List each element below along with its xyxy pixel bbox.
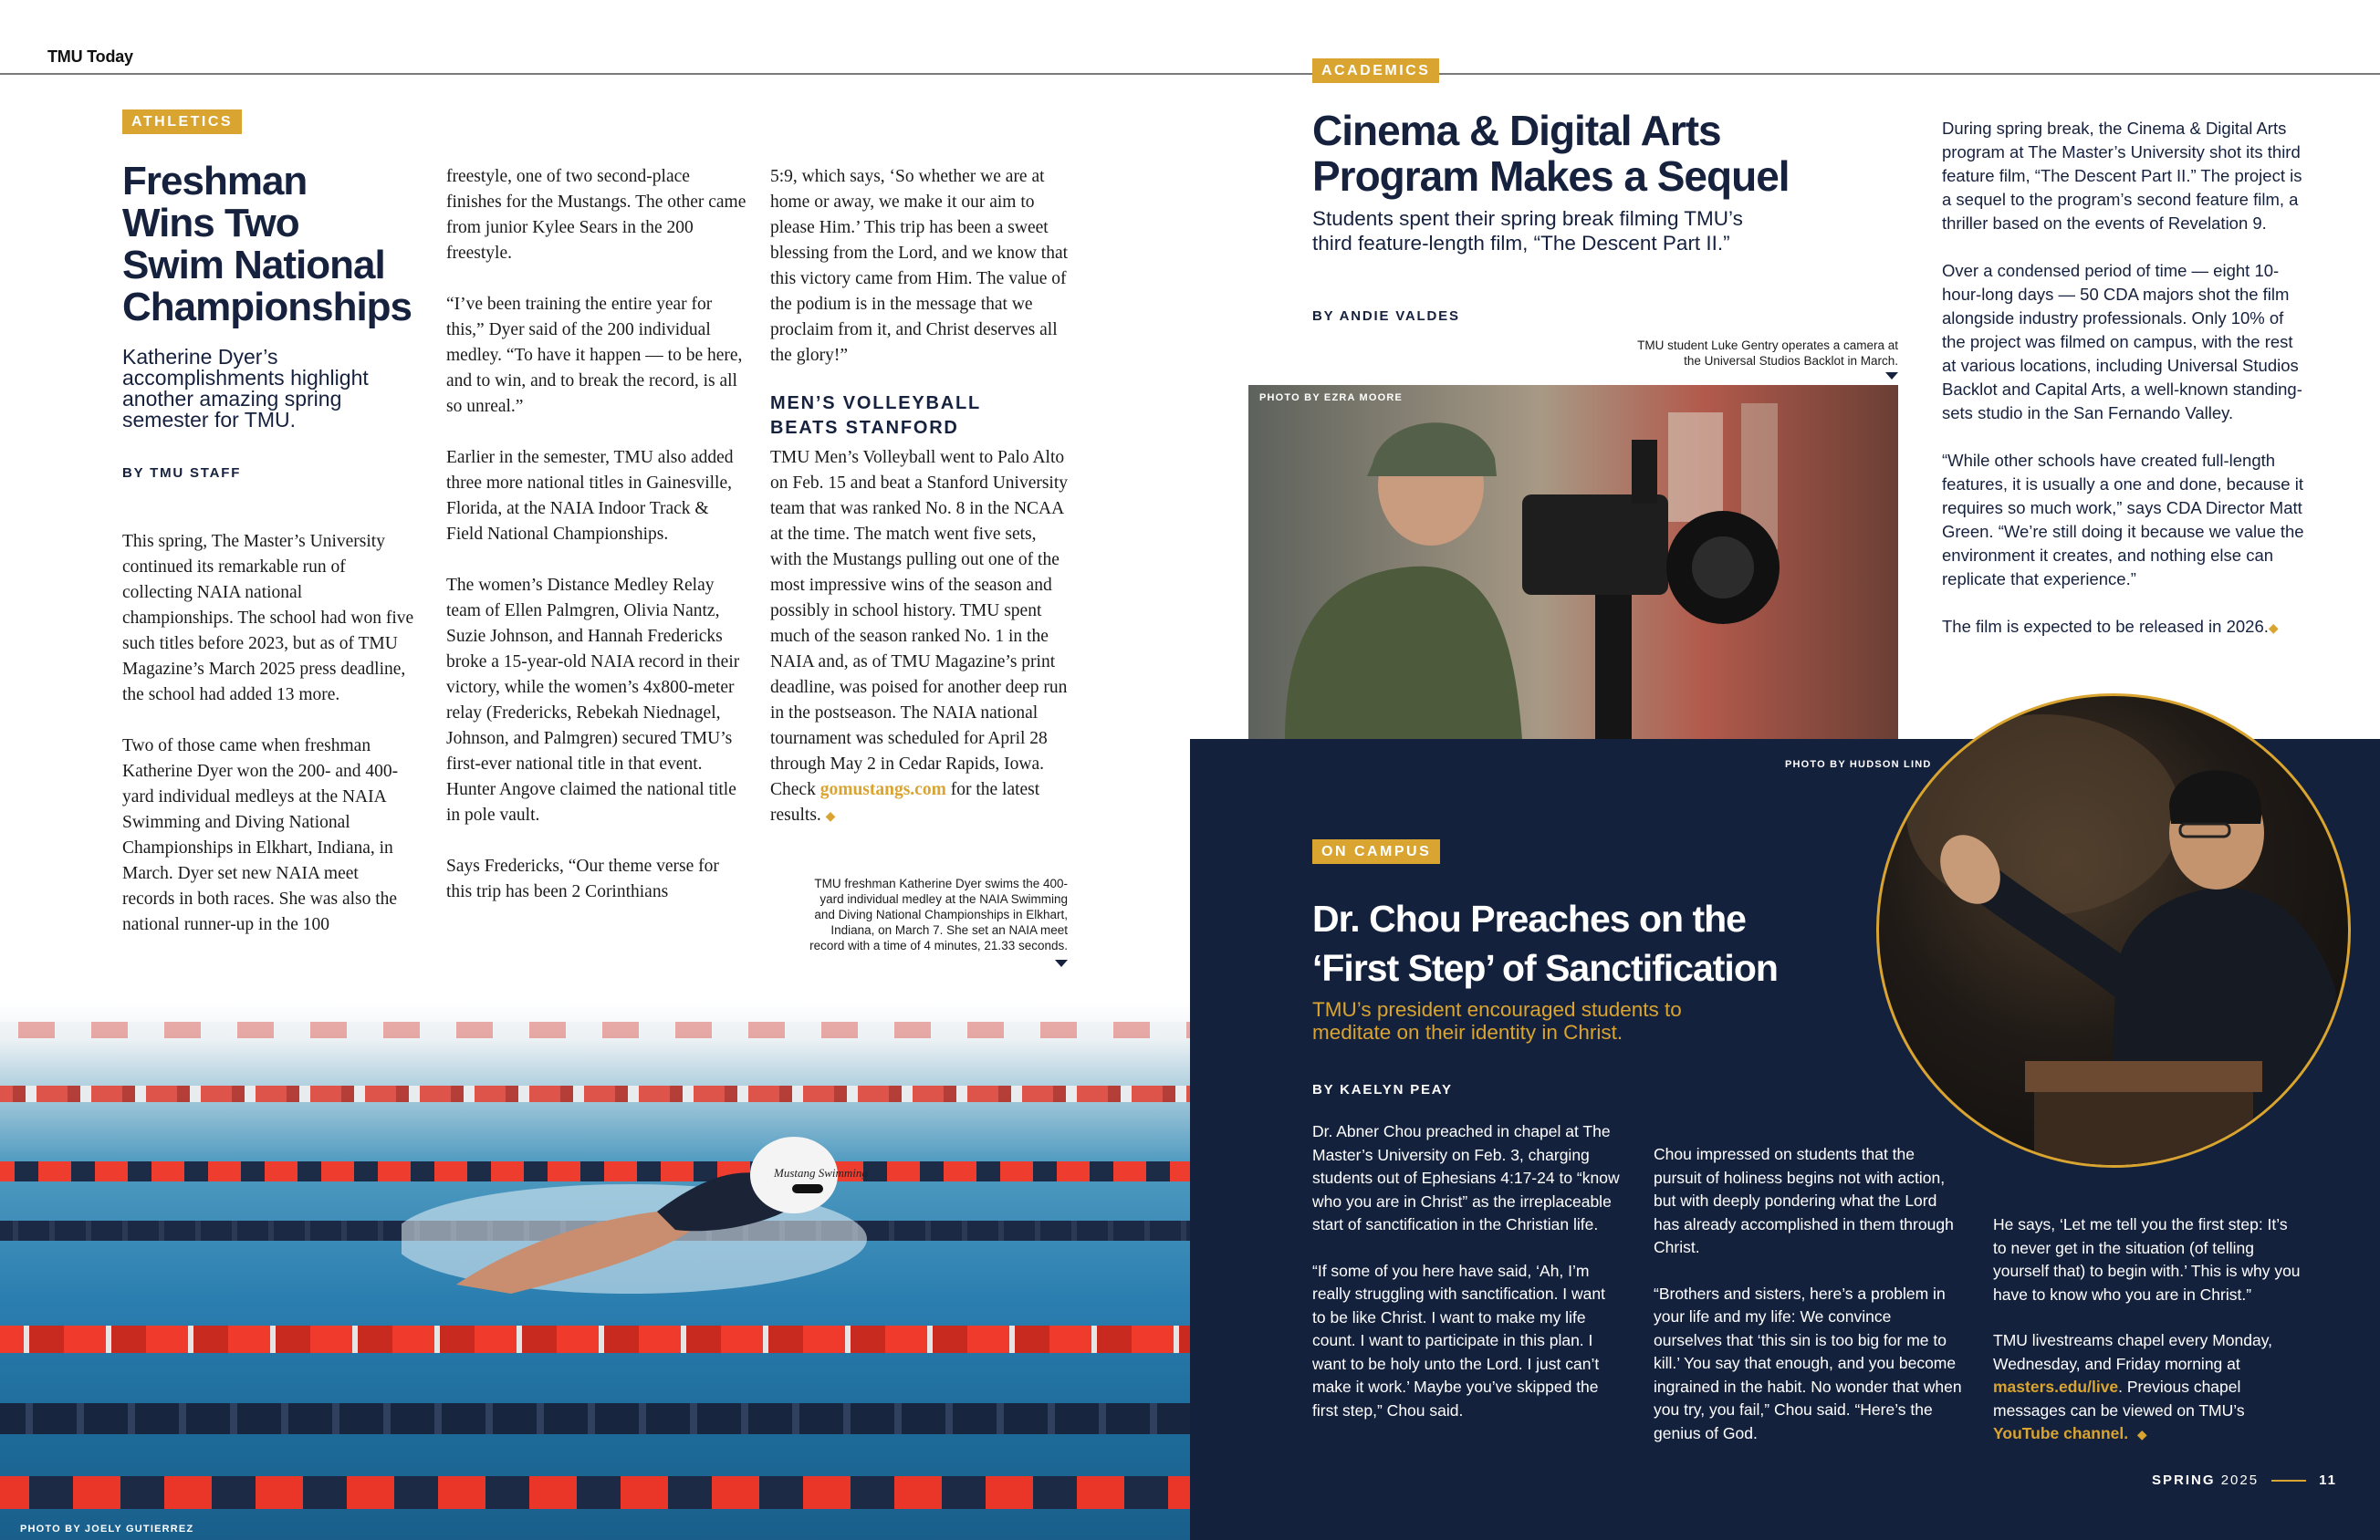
paragraph: Dr. Abner Chou preached in chapel at The Master’s University on Feb. 3, charging students out of Ephesians 4:17-24 to “know who you are in Christ” as the irreplaceable start of sanctification in the Christian life. <box>1312 1122 1620 1233</box>
on-campus-column-2 <box>1654 1143 1964 1445</box>
folio-rule <box>2271 1480 2306 1482</box>
caption-line: TMU student Luke Gentry operates a camera at <box>1637 338 1898 352</box>
on-campus-tag <box>1312 839 1440 864</box>
caption-line: Indiana, on March 7. She set an NAIA meet <box>830 923 1068 937</box>
folio-year: 2025 <box>2220 1472 2260 1488</box>
dek-line: third feature-length film, “The Descent Part II.” <box>1312 232 1730 255</box>
paragraph: “I’ve been training the entire year for this,” Dyer said of the 200 individual medley. “To have it happen — to be here, and to win, and to break the record, is all so unreal.” <box>446 295 743 416</box>
camera-caption <box>1515 338 1898 369</box>
swimmer-photo <box>0 1002 1190 1540</box>
paragraph: “Brothers and sisters, here’s a problem in your life and my life: We convince ourselves that ‘this sin is too big for me to kill.’ You say that enough, and you become ingrained in the habit. No wonder that when you try, you fail,” Chou said. “Here’s the genius of God. <box>1654 1284 1962 1442</box>
paragraph: 5:9, which says, ‘So whether we are at home or away, we make it our aim to please Him.’ This trip has been a sweet blessing from the Lord, and we know that this victory came from Him. The value of the podium is in the message that we proclaim from it, and Christ deserves all the glory!” <box>770 167 1069 365</box>
paragraph: Earlier in the semester, TMU also added three more national titles in Gainesville, Florida, at the NAIA Indoor Track & Field National Championships. <box>446 448 734 544</box>
paragraph: He says, ‘Let me tell you the first step: It’s to never get in the situation (of telling yourself that) to begin with.’ This is why you have to know who you are in Christ.” <box>1993 1215 2301 1304</box>
preacher-figure <box>1879 696 2351 1168</box>
swim-caption <box>785 876 1068 953</box>
academics-tag <box>1312 58 1439 83</box>
swim-photo-credit: PHOTO BY JOELY GUTIERREZ <box>20 1524 194 1535</box>
caption-line: record with a time of 4 minutes, 21.33 seconds. <box>809 939 1068 952</box>
lane-rope <box>0 1086 1190 1102</box>
camera-operator-photo <box>1248 385 1898 741</box>
athletics-dek: Katherine Dyer’s accomplishments highlight another amazing spring semester for TMU. <box>122 345 369 432</box>
subhead-line: MEN’S VOLLEYBALL <box>770 393 982 413</box>
page-number: 11 <box>2319 1472 2337 1488</box>
volleyball-paragraph <box>770 445 1071 830</box>
athletics-column-1 <box>122 529 414 938</box>
masthead: TMU Today <box>47 47 133 66</box>
end-mark-icon: ◆ <box>2268 620 2279 635</box>
paragraph: Two of those came when freshman Katherine Dyer won the 200- and 400-yard individual medleys at the NAIA Swimming and Diving National Championships in Elkhart, Indiana, in March. Dyer set new NAIA meet records in both races. She was also the national runner-up in the 100 <box>122 736 399 934</box>
caption-pointer-icon <box>1885 372 1898 380</box>
paragraph: “If some of you here have said, ‘Ah, I’m really struggling with sanctification. I want to be like Christ. I want to make my life count. I want to participate in this plan. I want to be holy unto the Lord. I just can’t make it work.’ Maybe you’ve skipped the first step,” Chou said. <box>1312 1261 1605 1420</box>
end-mark-icon: ◆ <box>2136 1427 2147 1441</box>
on-campus-column-1 <box>1312 1120 1623 1422</box>
academics-byline: BY ANDIE VALDES <box>1312 308 1460 324</box>
swimmer-figure <box>402 1111 876 1312</box>
caption-line: the Universal Studios Backlot in March. <box>1684 354 1898 368</box>
paragraph <box>1993 1329 2303 1447</box>
camera-photo-credit: PHOTO BY EZRA MOORE <box>1259 392 1404 403</box>
caption-pointer-icon <box>1055 960 1068 967</box>
header-rule <box>0 73 2380 75</box>
lane-rope <box>0 1403 1190 1434</box>
caption-line: and Diving National Championships in Elkhart, <box>814 908 1068 921</box>
title-line: Swim National <box>122 243 385 287</box>
academics-dek <box>1312 206 1805 255</box>
text-run: TMU livestreams chapel every Monday, Wednesday, and Friday morning at <box>1993 1331 2273 1373</box>
title-line: Freshman <box>122 159 308 203</box>
title-line: Wins Two <box>122 201 299 245</box>
text-run: . Previous chapel messages can be viewed on TMU’s <box>1993 1378 2245 1420</box>
subhead-line: BEATS STANFORD <box>770 418 959 438</box>
athletics-byline: BY TMU STAFF <box>122 465 242 481</box>
chou-photo-credit: PHOTO BY HUDSON LIND <box>1785 759 1932 770</box>
paragraph: The film is expected to be released in 2026. <box>1942 617 2269 636</box>
athletics-column-2 <box>446 164 747 905</box>
tag-label: ATHLETICS <box>122 109 242 134</box>
paragraph: Says Fredericks, “Our theme verse for this trip has been 2 Corinthians <box>446 857 719 901</box>
title-line: ‘First Step’ of Sanctification <box>1312 947 1778 989</box>
paragraph: During spring break, the Cinema & Digital Arts program at The Master’s University shot its third feature film, “The Descent Part II.” The project is a sequel to the program’s second feature film, a thriller based on the events of Revelation 9. <box>1942 119 2302 233</box>
folio-season: SPRING 2025 <box>2152 1472 2260 1488</box>
dek-line: meditate on their identity in Christ. <box>1312 1021 1623 1044</box>
dek-line: TMU’s president encouraged students to <box>1312 998 1682 1021</box>
athletics-tag <box>122 109 242 134</box>
on-campus-dek <box>1312 998 1787 1044</box>
tag-label: ACADEMICS <box>1312 58 1439 83</box>
title-line: Dr. Chou Preaches on the <box>1312 898 1746 940</box>
caption-line: yard individual medley at the NAIA Swimming <box>819 892 1068 906</box>
athletics-column-3 <box>770 164 1071 369</box>
title-line: Championships <box>122 285 412 329</box>
paragraph: The women’s Distance Medley Relay team of Ellen Palmgren, Olivia Nantz, Suzie Johnson, and Hannah Fredericks broke a 15-year-old NAIA record in their victory, while the women’s 4x800-meter relay (Fredericks, Rebekah Niednagel, Johnson, and Palmgren) secured TMU’s first-ever national title in that event. Hunter Angove claimed the national title in pole vault. <box>446 576 740 825</box>
paragraph: “While other schools have created full-length features, it is usually a one and done, because it requires so much work,” says CDA Director Matt Green. “We’re still doing it because we value the environment it creates, and nothing else can replicate that experience.” <box>1942 451 2304 588</box>
chou-portrait-photo <box>1876 693 2351 1168</box>
camera-scene <box>1248 385 1898 741</box>
tag-label: ON CAMPUS <box>1312 839 1440 864</box>
caption-line: TMU freshman Katherine Dyer swims the 400- <box>814 877 1068 890</box>
academics-title <box>1312 108 1823 199</box>
gomustangs-link[interactable]: gomustangs.com <box>819 780 946 799</box>
on-campus-title <box>1312 894 1860 993</box>
on-campus-byline: BY KAELYN PEAY <box>1312 1082 1453 1098</box>
title-line: Cinema & Digital Arts <box>1312 107 1721 154</box>
volleyball-subhead <box>770 391 1071 441</box>
chapel-livestream-link[interactable]: masters.edu/live <box>1993 1378 2119 1396</box>
lane-rope <box>0 1476 1190 1509</box>
paragraph: This spring, The Master’s University continued its remarkable run of collecting NAIA national championships. The school had won five such titles before 2023, but as of TMU Magazine’s March 2025 press deadline, the school had added 13 more. <box>122 532 414 704</box>
paragraph: freestyle, one of two second-place finishes for the Mustangs. The other came from junior Kylee Sears in the 200 freestyle. <box>446 167 746 263</box>
lane-rope <box>0 1022 1190 1038</box>
volleyball-tail: for the latest results. <box>770 780 1040 825</box>
volleyball-text: TMU Men’s Volleyball went to Palo Alto on Feb. 15 and beat a Stanford University team that was ranked No. 8 in the NCAA at the time. The match went five sets, with the Mustangs pulling out one of the most impressive wins of the season and possibly in school history. TMU spent much of the season ranked No. 1 in the NAIA and, as of TMU Magazine’s print deadline, was poised for another deep run in the postseason. The NAIA national tournament was scheduled for April 28 through May 2 in Cedar Rapids, Iowa. Check <box>770 448 1069 799</box>
lane-rope <box>0 1326 1190 1353</box>
dek-line: Students spent their spring break filming TMU’s <box>1312 207 1743 230</box>
cap-text: Mustang Swimming <box>774 1166 868 1180</box>
on-campus-column-3 <box>1993 1213 2303 1447</box>
folio <box>2152 1472 2337 1488</box>
end-mark-icon: ◆ <box>825 810 836 824</box>
paragraph: Chou impressed on students that the pursuit of holiness begins not with action, but with deeply pondering what the Lord has already accomplished in them through Christ. <box>1654 1145 1954 1256</box>
title-line: Program Makes a Sequel <box>1312 152 1790 200</box>
athletics-title <box>122 161 423 328</box>
academics-body <box>1942 117 2307 640</box>
paragraph: Over a condensed period of time — eight 10-hour-long days — 50 CDA majors shot the film alongside industry professionals. Only 10% of the project was filmed on campus, with the rest at various locations, including Universal Studios Backlot and Capital Arts, a well-known standing-sets studio in the San Fernando Valley. <box>1942 261 2302 422</box>
youtube-channel-link[interactable]: YouTube channel. <box>1993 1424 2129 1442</box>
